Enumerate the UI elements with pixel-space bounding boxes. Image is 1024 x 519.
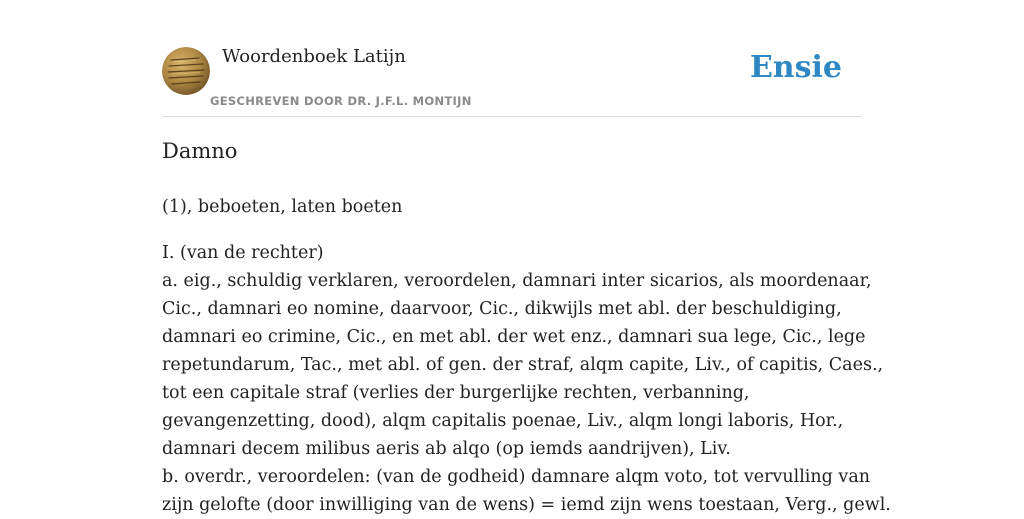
entry-line: I. (van de rechter) [162,243,324,263]
ensie-brand-link[interactable]: Ensie [749,50,842,85]
bronze-tablet-logo-icon[interactable] [162,47,210,95]
entry-line: Cic., damnari eo nomine, daarvoor, Cic., dikwijls met abl. der beschuldiging, [162,299,842,319]
entry-body [162,239,891,519]
page [162,0,891,515]
author-byline: GESCHREVEN DOOR DR. J.F.L. MONTIJN [210,94,472,108]
book-title[interactable]: Woordenboek Latijn [222,46,406,67]
entry-gloss: (1), beboeten, laten boeten [162,197,403,217]
entry-line: tot een capitale straf (verlies der burgerlijke rechten, verbanning, [162,383,750,403]
site-header [162,0,862,117]
entry-line: a. eig., schuldig verklaren, veroordelen, damnari inter sicarios, als moordenaar, [162,271,872,291]
entry-line: damnari eo crimine, Cic., en met abl. der wet enz., damnari sua lege, Cic., lege [162,327,866,347]
entry-line: repetundarum, Tac., met abl. of gen. der straf, alqm capite, Liv., of capitis, Caes., [162,355,884,375]
entry-line: zijn gelofte (door inwilliging van de wens) = iemd zijn wens toestaan, Verg., gewl. [162,495,891,515]
entry-line: damnari decem milibus aeris ab alqo (op iemds aandrijven), Liv. [162,439,731,459]
entry-line: b. overdr., veroordelen: (van de godheid) damnare alqm voto, tot vervulling van [162,467,871,487]
entry-term: Damno [162,139,238,163]
entry-line: gevangenzetting, dood), alqm capitalis poenae, Liv., alqm longi laboris, Hor., [162,411,844,431]
